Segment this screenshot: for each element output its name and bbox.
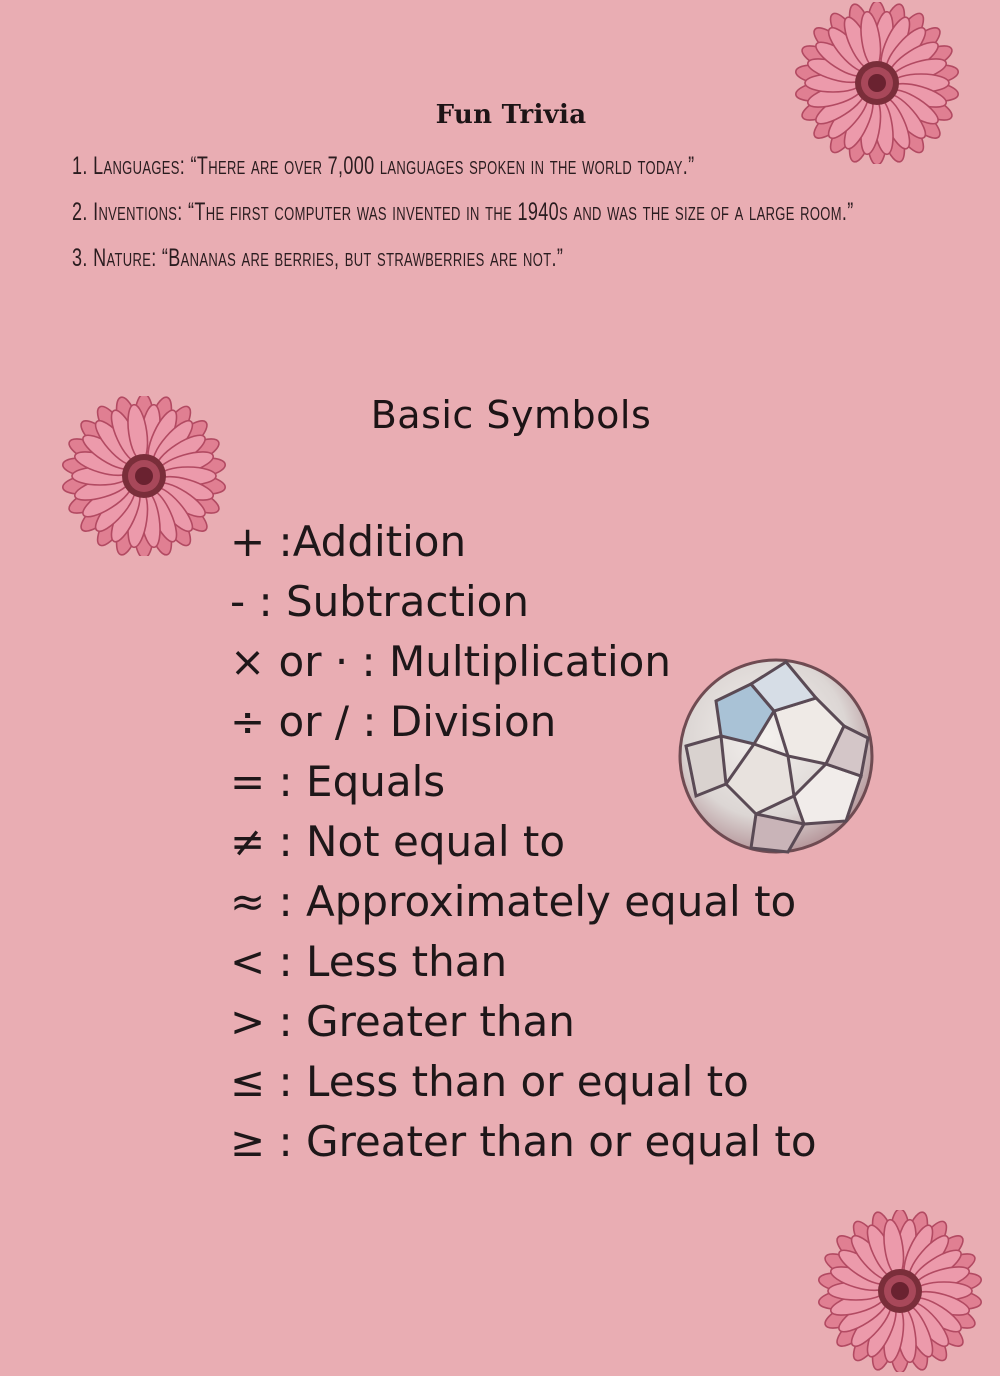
symbol-item-equals: = : Equals bbox=[230, 757, 446, 806]
trivia-item-nature: 3. Nature: “Bananas are berries, but strawberries are not.” bbox=[72, 244, 564, 272]
soccer-ball-icon bbox=[676, 656, 876, 856]
symbol-item-multiplication: × or · : Multiplication bbox=[230, 637, 671, 686]
symbol-item-greater-than-or-equal: ≥ : Greater than or equal to bbox=[230, 1117, 817, 1166]
pink-daisy-icon bbox=[792, 2, 962, 164]
pink-daisy-icon bbox=[58, 396, 230, 556]
symbol-item-not-equal: ≠ : Not equal to bbox=[230, 817, 566, 866]
trivia-item-languages: 1. Languages: “There are over 7,000 languages spoken in the world today.” bbox=[72, 152, 695, 180]
trivia-item-inventions: 2. Inventions: “The first computer was invented in the 1940s and was the size of a large room.” bbox=[72, 198, 854, 226]
symbol-item-less-than-or-equal: ≤ : Less than or equal to bbox=[230, 1057, 749, 1106]
symbol-item-approximately-equal: ≈ : Approximately equal to bbox=[230, 877, 797, 926]
symbol-item-greater-than: > : Greater than bbox=[230, 997, 575, 1046]
symbols-title: Basic Symbols bbox=[370, 393, 652, 437]
symbol-item-division: ÷ or / : Division bbox=[230, 697, 557, 746]
pink-daisy-icon bbox=[814, 1210, 986, 1372]
symbol-item-subtraction: - : Subtraction bbox=[230, 577, 529, 626]
symbol-item-less-than: < : Less than bbox=[230, 937, 508, 986]
symbol-item-addition: + :Addition bbox=[230, 517, 467, 566]
trivia-title: Fun Trivia bbox=[435, 100, 587, 130]
